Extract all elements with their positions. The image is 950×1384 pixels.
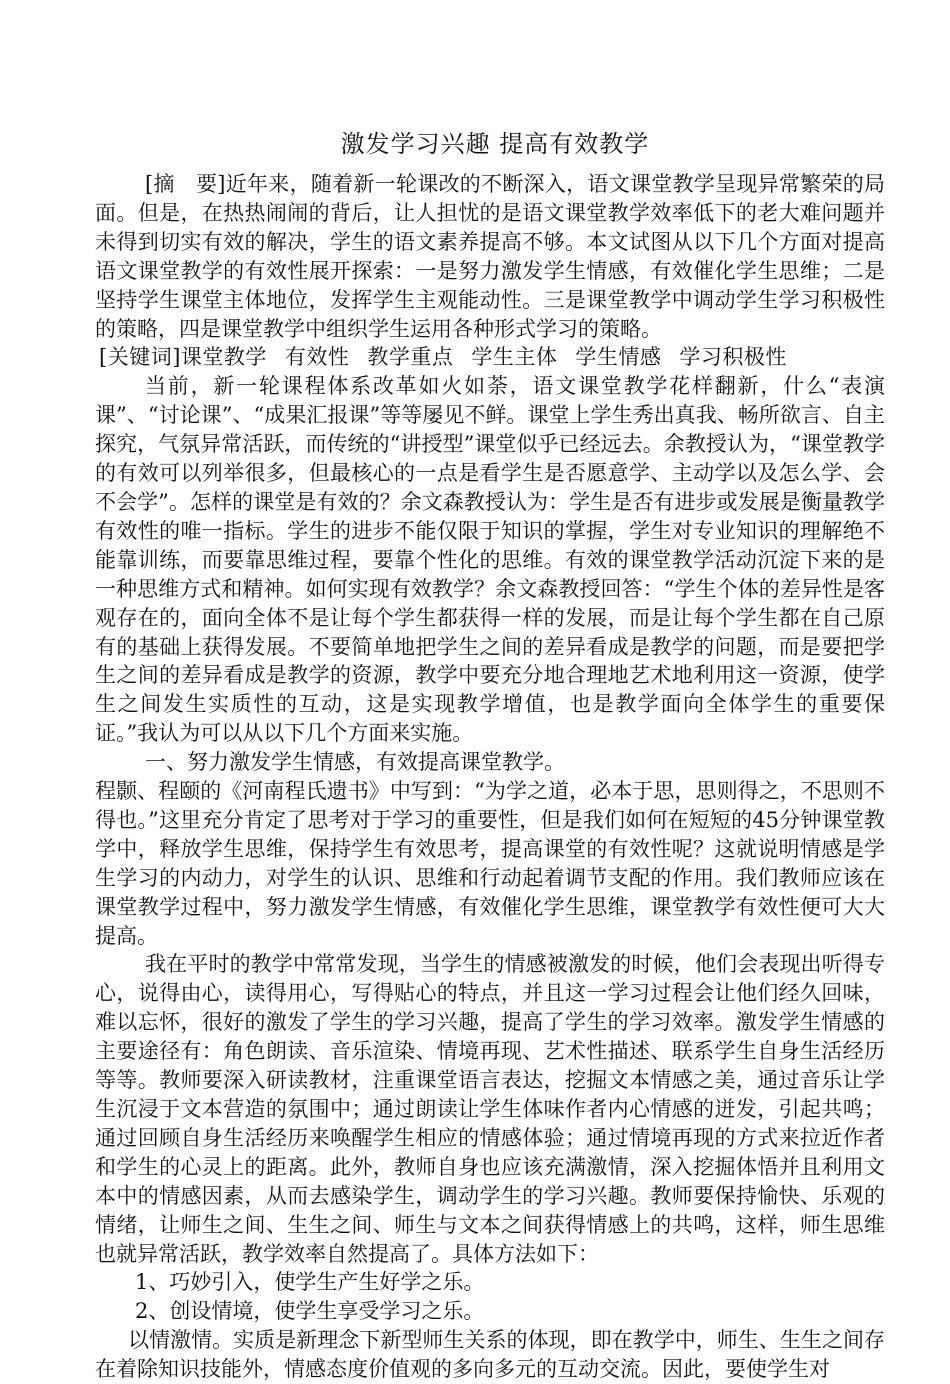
intro-paragraph: 当前，新一轮课程体系改革如火如荼，语文课堂教学花样翻新，什么“表演课”、“讨论课”、“成果汇报课”等等屡见不鲜。课堂上学生秀出真我、畅所欲言、自主探究，气氛异常活跃，而传统的“讲授型”课堂似乎已经远去。余教授认为，“课堂教学的有效可以列举很多，但最核心的一点是看学生是否愿意学、主动学以及怎么学、会不会学”。怎样的课堂是有效的？余文森教授认为：学生是否有进步或发展是衡量教学有效性的唯一指标。学生的进步不能仅限于知识的掌握，学生对专业知识的理解绝不能靠训练，而要靠思维过程，要靠个性化的思维。有效的课堂教学活动沉淀下来的是一种思维方式和精神。如何实现有效教学？余文森教授回答：“学生个体的差异性是客观存在的，面向全体不是让每个学生都获得一样的发展，而是让每个学生都在自己原有的基础上获得发展。不要简单地把学生之间的差异看成是教学的问题，而是要把学生之间的差异看成是教学的资源，教学中要充分地合理地艺术地利用这一资源，使学生之间发生实质性的互动，这是实现教学增值，也是教学面向全体学生的重要保证。”我认为可以从以下几个方面来实施。	[95, 374, 885, 746]
keyword: 课堂教学	[180, 345, 267, 370]
keyword: 教学重点	[367, 345, 454, 370]
keyword: 有效性	[284, 345, 350, 370]
keyword: 学生情感	[575, 345, 662, 370]
body-paragraph: 程颢、程颐的《河南程氏遗书》中写到：“为学之道，必本于思，思则得之，不思则不得也。”这里充分肯定了思考对于学习的重要性，但是我们如何在短短的45分钟课堂教学中，释放学生思维，保持学生有效思考，提高课堂的有效性呢？这就说明情感是学生学习的内动力，对学生的认识、思维和行动起着调节支配的作用。我们教师应该在课堂教学过程中，努力激发学生情感，有效催化学生思维，课堂教学有效性便可大大提高。	[95, 779, 885, 948]
keyword: 学习积极性	[679, 345, 787, 370]
section-heading: 一、努力激发学生情感，有效提高课堂教学。	[145, 750, 565, 775]
abstract-text: 近年来，随着新一轮课改的不断深入，语文课堂教学呈现异常繁荣的局面。但是，在热热闹闹的背后，让人担忧的是语文课堂教学效率低下的老大难问题并未得到切实有效的解决，学生的语文素养提高不够。本文试图从以下几个方面对提高语文课堂教学的有效性展开探索：一是努力激发学生情感，有效催化学生思维；二是坚持学生课堂主体地位，发挥学生主观能动性。三是课堂教学中调动学生学习积极性的策略，四是课堂教学中组织学生运用各种形式学习的策略。	[95, 172, 885, 341]
document-page	[95, 128, 885, 1384]
list-item: 1、巧妙引入，使学生产生好学之乐。	[135, 1270, 485, 1295]
abstract-label: [摘 要]	[145, 172, 226, 196]
body-paragraph: 以情激情。实质是新理念下新型师生关系的体现，即在教学中，师生、生生之间存在着除知识技能外，情感态度价值观的多向多元的互动交流。因此，要使学生对	[95, 1328, 885, 1382]
body-paragraph: 我在平时的教学中常常发现，当学生的情感被激发的时候，他们会表现出听得专心，说得由心，读得用心，写得贴心的特点，并且这一学习过程会让他们经久回味，难以忘怀，很好的激发了学生的学习兴趣，提高了学生的学习效率。激发学生情感的主要途径有：角色朗读、音乐渲染、情境再现、艺术性描述、联系学生自身生活经历等等。教师要深入研读教材，注重课堂语言表达，挖掘文本情感之美，通过音乐让学生沉浸于文本营造的氛围中；通过朗读让学生体味作者内心情感的迸发，引起共鸣；通过回顾自身生活经历来唤醒学生相应的情感体验；通过情境再现的方式来拉近作者和学生的心灵上的距离。此外，教师自身也应该充满激情，深入挖掘体悟并且利用文本中的情感因素，从而去感染学生，调动学生的学习兴趣。教师要保持愉快、乐观的情绪，让师生之间、生生之间、师生与文本之间获得情感上的共鸣，这样，师生思维也就异常活跃，教学效率自然提高了。具体方法如下：	[95, 952, 885, 1266]
document-title: 激发学习兴趣 提高有效教学	[340, 130, 650, 158]
keywords-label: [关键词]	[99, 345, 181, 370]
abstract-paragraph	[95, 170, 885, 343]
list-item: 2、创设情境，使学生享受学习之乐。	[135, 1299, 485, 1324]
keywords-line	[95, 343, 885, 372]
keyword: 学生主体	[471, 345, 558, 370]
